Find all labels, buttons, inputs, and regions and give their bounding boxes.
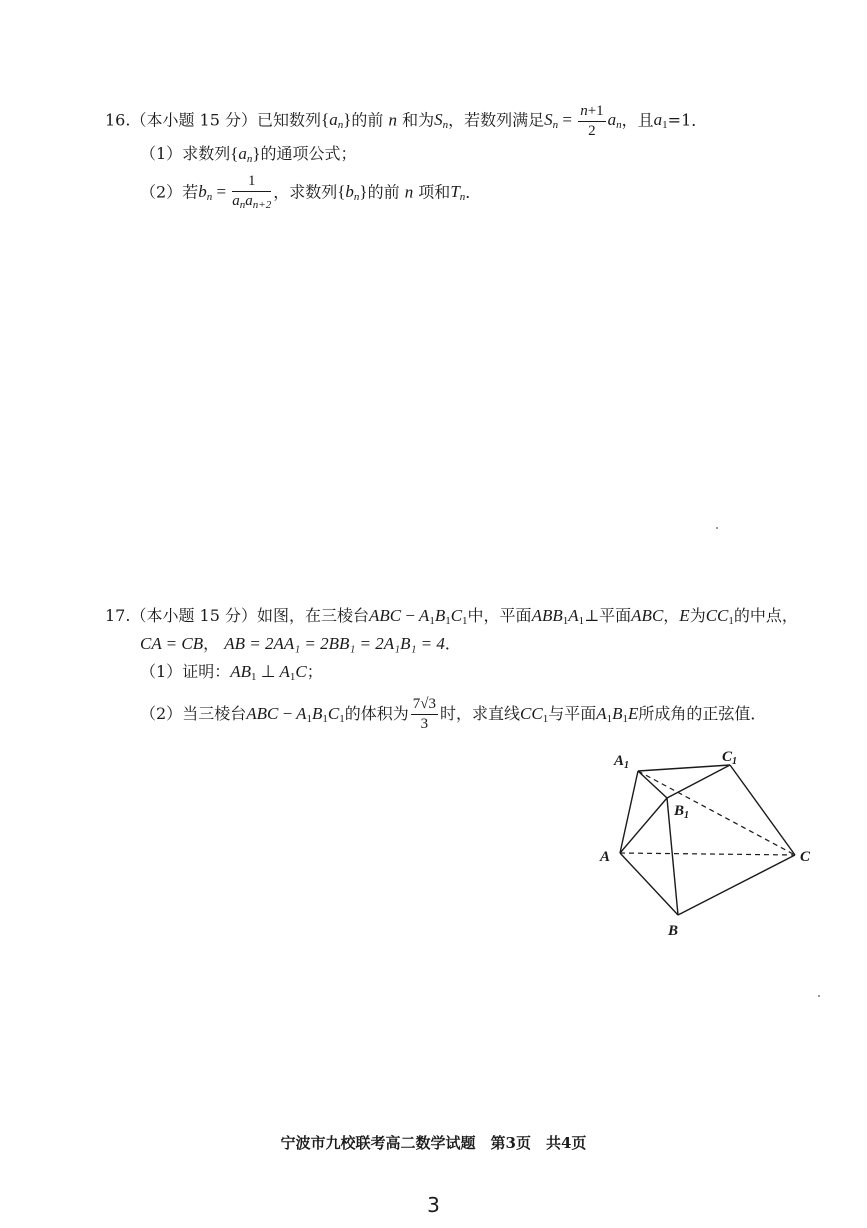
q17-l1-c: ⊥平面 [584, 606, 632, 625]
q16-text5: ，且 [621, 110, 654, 130]
q17-part2 [140, 696, 766, 733]
q17-l2-b: ， [203, 634, 220, 653]
q16-text6: =1． [667, 110, 708, 130]
q16-p2-seq: $\{b_n\}$ [337, 182, 368, 204]
q17-p2-cc1: $CC_1$ [520, 704, 549, 725]
edge-a1-c-hidden [638, 771, 795, 855]
q17-p2-text5: 所成角的正弦值． [638, 704, 767, 723]
q17-cc1: $CC_1$ [705, 606, 734, 627]
q16-a1: $a_1$ [653, 110, 668, 132]
q16-text2: 的前 [351, 110, 384, 130]
q16-p2-text2: ，求数列 [273, 182, 338, 202]
q16-p2-text3: 的前 [367, 182, 400, 202]
edge-b1-a [620, 798, 667, 853]
q17-line-1 [105, 605, 798, 632]
label-B1: $B_1$ [674, 803, 690, 821]
q16-Tn: $T_n$ [450, 182, 466, 204]
q17-part1 [140, 661, 323, 688]
q16-p2-text4: 项和 [418, 182, 451, 202]
q16-points: （本小题 15 分） [130, 110, 257, 130]
edge-c1-b1 [667, 765, 730, 798]
q16-Sn: $S_n$ [434, 110, 449, 132]
q16-bn-def: $b_n$ = $\frac{1}{a_na_{n+2}}$ [198, 182, 273, 201]
q17-line-2 [140, 633, 461, 655]
q16-relation: $S_n$ = $\frac{n+1}{2}$ $a_n$ [544, 103, 622, 139]
q17-l1-f: 的中点， [733, 606, 798, 625]
q17-l1-a: 如图，在三棱台 [257, 606, 370, 625]
q17-number: 17. [105, 606, 131, 625]
q17-p2-text1: 当三棱台 [182, 704, 247, 723]
edge-c1-c [730, 765, 795, 855]
q17-p2-plane: $A_1B_1E$ [596, 704, 639, 725]
q17-plane-abc: ABC [631, 606, 664, 625]
q16-text4: ，若数列满足 [448, 110, 545, 130]
q16-p1-text2: 的通项公式； [260, 144, 357, 163]
q17-l1-e: 为 [689, 606, 706, 625]
q17-l1-d: ， [663, 606, 680, 625]
q16-bn-frac: $\frac{1}{a_na_{n+2}}$ [232, 173, 272, 211]
q17-lengths: AB = 2AA₁ = 2BB₁ = 2A₁B₁ = 4 [224, 634, 445, 653]
q16-p1-seq: $\{a_n\}$ [230, 144, 261, 165]
q16-p2-label: （2） [140, 182, 183, 202]
q16-n: n [388, 110, 397, 130]
q16-p1-label: （1） [140, 144, 183, 163]
label-B: B [668, 923, 679, 939]
q16-p1-text1: 求数列 [182, 144, 231, 163]
label-C1: $C_1$ [722, 749, 738, 767]
edge-a1-c1 [638, 765, 730, 771]
q17-points: （本小题 15 分） [130, 606, 257, 625]
q17-p2-text2: 的体积为 [344, 704, 409, 723]
q17-l2-d: ． [444, 634, 461, 653]
scan-speck [716, 527, 718, 529]
q17-perp: $AB_1$ ⊥ $A_1C$ [230, 662, 307, 683]
q16-frac: $\frac{n+1}{2}$ [580, 103, 604, 139]
edge-b-c [678, 855, 795, 915]
q16-part2 [140, 173, 481, 214]
q17-p2-text3: 时，求直线 [439, 704, 520, 723]
q17-ca-cb: CA = CB [140, 634, 204, 653]
q16-text3: 和为 [402, 110, 435, 130]
q16-number: 16. [105, 110, 131, 130]
q16-seq-a: $\{a_n\}$ [321, 110, 352, 132]
q17-p1-end: ； [306, 662, 323, 681]
label-A: A [600, 849, 611, 865]
label-C: C [800, 849, 811, 865]
edge-a1-a [620, 771, 638, 853]
q17-E: E [679, 606, 690, 625]
scan-speck-2 [818, 995, 820, 997]
edge-a-b [620, 853, 678, 915]
label-A1: $A_1$ [614, 753, 630, 771]
q16-line-1 [105, 103, 707, 140]
frustum-figure [590, 745, 820, 945]
q16-part1 [140, 143, 357, 170]
page-footer: 宁波市九校联考高二数学试题 第3页 共4页 [280, 1134, 587, 1152]
q17-p2-text4: 与平面 [548, 704, 597, 723]
q16-p2-text1: 若 [182, 182, 199, 202]
q16-p2-n: n [404, 182, 414, 202]
q17-volume-frac: $\frac{7√3}{3}$ [412, 696, 436, 732]
q17-frustum: ABC − $A_1B_1C_1$ [369, 606, 468, 627]
q17-p1-label: （1） [140, 662, 183, 681]
q17-p2-frustum: ABC − $A_1B_1C_1$ [246, 704, 345, 725]
q16-text1: 已知数列 [257, 110, 322, 130]
q17-p1-text: 证明： [182, 662, 231, 681]
page-number: 3 [427, 1193, 440, 1217]
q17-l1-b: 中，平面 [467, 606, 532, 625]
q17-p2-label: （2） [140, 704, 183, 723]
q17-plane-abb1a1: $ABB_1A_1$ [531, 606, 585, 627]
q16-p2-text5: ． [465, 182, 482, 202]
edge-a-c-hidden [620, 853, 795, 855]
